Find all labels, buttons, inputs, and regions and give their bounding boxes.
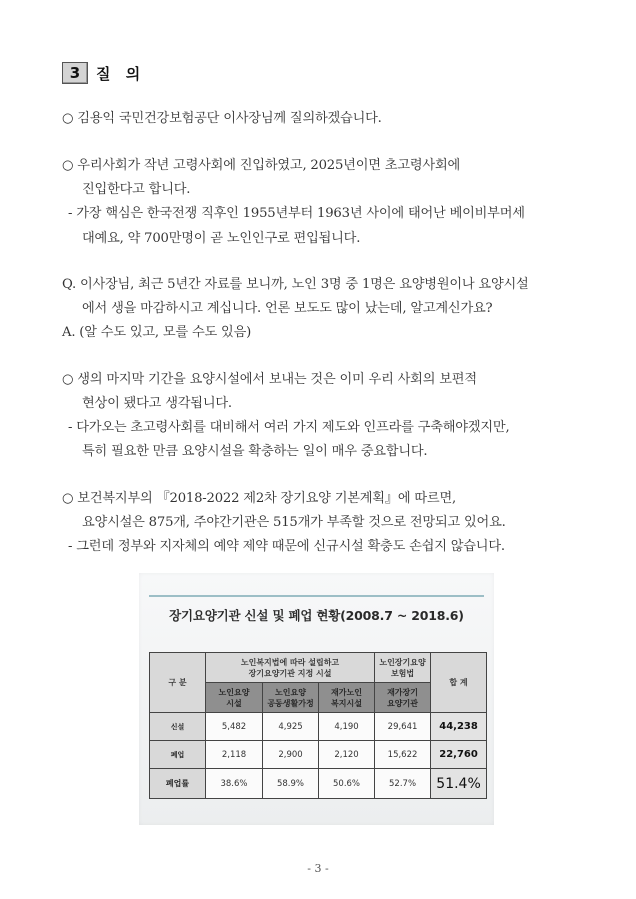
cell: 5,482: [206, 713, 263, 741]
facility-status-table: [149, 652, 487, 799]
header-group-insurance-law: 노인장기요양 보험법: [375, 653, 431, 683]
section-title: 질 의: [96, 64, 146, 83]
section-number: 3: [62, 62, 88, 84]
header-group-welfare-law: 노인복지법에 따라 설립하고 장기요양기관 지정 시설: [206, 653, 375, 683]
paragraph-babyboomer-line1: - 가장 핵심은 한국전쟁 직후인 1955년부터 1963년 사이에 태어난 베이비부머세: [68, 206, 525, 221]
cell: 52.7%: [375, 769, 431, 799]
paragraph-care-facility-line2: 현상이 됐다고 생각됩니다.: [82, 396, 232, 411]
row-label: 폐업률: [150, 769, 206, 799]
slide-divider: [149, 595, 484, 597]
paragraph-aging-society-line1: ○ 우리사회가 작년 고령사회에 진입하였고, 2025년이면 초고령사회에: [62, 158, 461, 173]
cell: 15,622: [375, 741, 431, 769]
section-heading: [62, 62, 145, 84]
paragraph-care-facility-line1: ○ 생의 마지막 기간을 요양시설에서 보내는 것은 이미 우리 사회의 보편적: [62, 372, 477, 387]
row-total: 51.4%: [431, 769, 487, 799]
row-total: 22,760: [431, 741, 487, 769]
subheader-home-care: 재가장기 요양기관: [375, 683, 431, 713]
cell: 38.6%: [206, 769, 263, 799]
cell: 50.6%: [319, 769, 375, 799]
paragraph-infrastructure-line1: - 다가오는 초고령사회를 대비해서 여러 가지 제도와 인프라를 구축해야겠지만,: [68, 420, 510, 435]
header-total: 합 계: [431, 653, 487, 713]
cell: 2,118: [206, 741, 263, 769]
cell: 29,641: [375, 713, 431, 741]
question-line2: 에서 생을 마감하시고 계십니다. 언론 보도도 많이 났는데, 알고계신가요?: [82, 301, 493, 316]
page-number: - 3 -: [307, 862, 329, 875]
row-total: 44,238: [431, 713, 487, 741]
paragraph-ministry-plan-line2: 요양시설은 875개, 주야간기관은 515개가 부족할 것으로 전망되고 있어요.: [82, 515, 506, 530]
slide-title: 장기요양기관 신설 및 폐업 현황(2008.7 ~ 2018.6): [169, 608, 464, 623]
paragraph-infrastructure-line2: 특히 필요한 만큼 요양시설을 확충하는 일이 매우 중요합니다.: [82, 444, 428, 459]
row-label: 신설: [150, 713, 206, 741]
question-line1: Q. 이사장님, 최근 5년간 자료를 보니까, 노인 3명 중 1명은 요양병원이나 요양시설: [62, 277, 529, 292]
cell: 2,900: [263, 741, 319, 769]
answer-line: A. (알 수도 있고, 모를 수도 있음): [62, 325, 252, 340]
cell: 2,120: [319, 741, 375, 769]
subheader-group-home: 노인요양 공동생활가정: [263, 683, 319, 713]
paragraph-aging-society-line2: 진입한다고 합니다.: [82, 182, 191, 197]
table-row-closure-rate: [150, 769, 487, 799]
header-category: 구 분: [150, 653, 206, 713]
table-row-closed: [150, 741, 487, 769]
table-row-new: [150, 713, 487, 741]
paragraph-intro: ○ 김용익 국민건강보험공단 이사장님께 질의하겠습니다.: [62, 111, 382, 126]
row-label: 폐업: [150, 741, 206, 769]
paragraph-budget-constraint: - 그런데 정부와 지자체의 예약 제약 때문에 신규시설 확충도 손쉽지 않습니다.: [68, 539, 505, 554]
subheader-home-welfare: 재가노인 복지시설: [319, 683, 375, 713]
cell: 4,190: [319, 713, 375, 741]
subheader-nursing-facility: 노인요양 시설: [206, 683, 263, 713]
cell: 58.9%: [263, 769, 319, 799]
paragraph-ministry-plan-line1: ○ 보건복지부의 『2018-2022 제2차 장기요양 기본계획』에 따르면,: [62, 491, 456, 506]
paragraph-babyboomer-line2: 대예요, 약 700만명이 곧 노인인구로 편입됩니다.: [82, 231, 361, 246]
cell: 4,925: [263, 713, 319, 741]
embedded-slide-image: [139, 573, 494, 825]
